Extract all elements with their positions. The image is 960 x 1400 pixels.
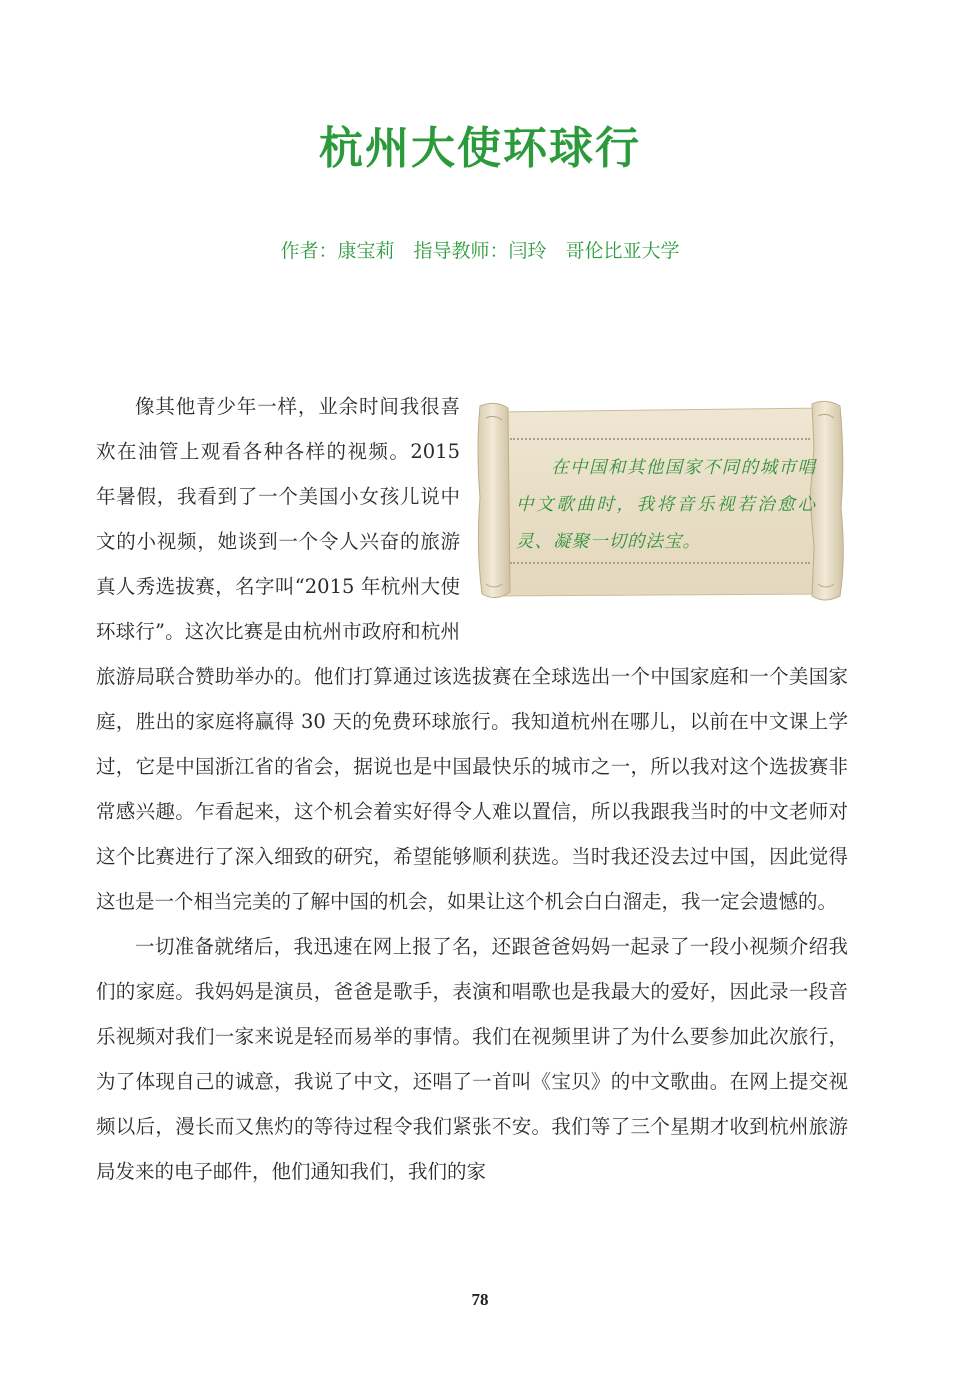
article-title: 杭州大使环球行 bbox=[319, 123, 641, 174]
pull-quote-spacer bbox=[478, 380, 856, 650]
paragraph-2: 一切准备就绪后，我迅速在网上报了名，还跟爸爸妈妈一起录了一段小视频介绍我们的家庭。我妈妈是演员，爸爸是歌手，表演和唱歌也是我最大的爱好，因此录一段音乐视频对我们一家来说是轻而易举的事情。我们在视频里讲了为什么要参加此次旅行，为了体现自己的诚意，我说了中文，还唱了一首叫《宝贝》的中文歌曲。在网上提交视频以后，漫长而又焦灼的等待过程令我们紧张不安。我们等了三个星期才收到杭州旅游局发来的电子邮件，他们通知我们，我们的家 bbox=[96, 935, 848, 1183]
byline: 作者：康宝莉 指导教师：闫玲 哥伦比亚大学 bbox=[280, 240, 680, 262]
article-body bbox=[96, 384, 848, 1194]
paragraph-1: 像其他青少年一样，业余时间我很喜欢在油管上观看各种各样的视频。2015 年暑假，我看到了一个美国小女孩儿说中文的小视频，她谈到一个令人兴奋的旅游真人秀选拔赛，名字叫“2015 年杭州大使环球行”。这次比赛是由杭州市政府和杭州旅游局联合赞助举办的。他们打算通过该选拔赛在全球选出一个中国家庭和一个美国家庭，胜出的家庭将赢得 30 天的免费环球旅行。我知道杭州在哪儿，以前在中文课上学过，它是中国浙江省的省会，据说也是中国最快乐的城市之一，所以我对这个选拔赛非常感兴趣。乍看起来，这个机会着实好得令人难以置信，所以我跟我当时的中文老师对这个比赛进行了深入细致的研究，希望能够顺利获选。当时我还没去过中国，因此觉得这也是一个相当完美的了解中国的机会，如果让这个机会白白溜走，我一定会遗憾的。 bbox=[96, 395, 848, 913]
pull-quote: 在中国和其他国家不同的城市唱中文歌曲时，我将音乐视若治愈心灵、凝聚一切的法宝。 bbox=[516, 458, 816, 552]
page-number: 78 bbox=[471, 1290, 489, 1309]
